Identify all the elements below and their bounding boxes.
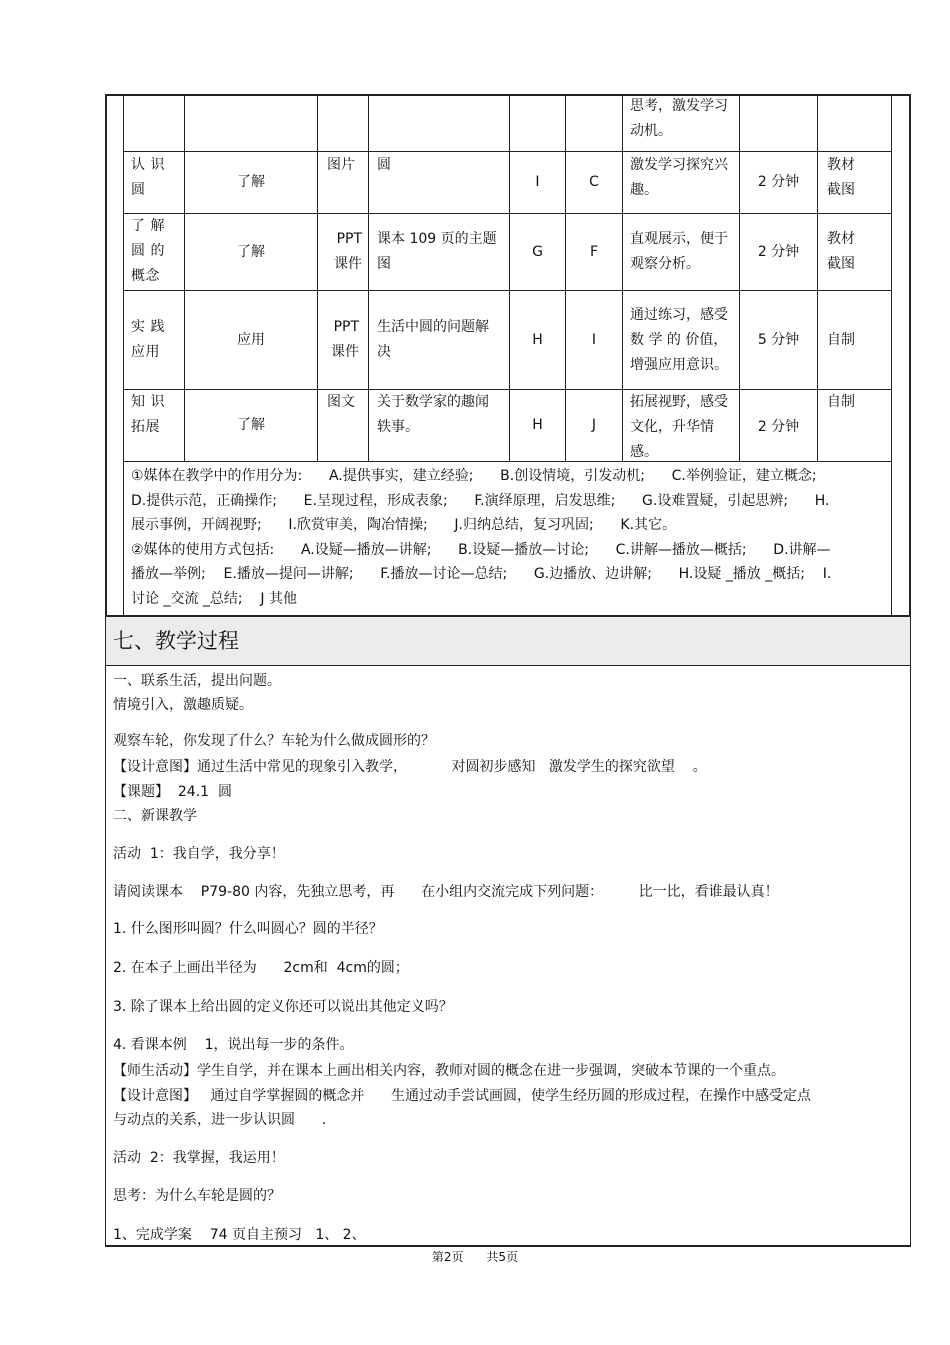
time-label: 2 分钟 — [757, 419, 800, 435]
goal-cell — [185, 152, 317, 213]
source-cell — [827, 153, 867, 211]
usage-label: C — [589, 174, 599, 190]
effect-cell — [630, 214, 734, 290]
note-line: ②媒体的使用方式包括: A.设疑—播放—讲解; B.设疑—播放—讨论; C.讲解—播放—概括; D.讲解— — [131, 541, 831, 558]
usage-cell — [566, 291, 622, 389]
time-cell — [740, 291, 817, 389]
media-notes — [131, 464, 891, 612]
body-line: 思考：为什么车轮是圆的？ — [113, 1188, 281, 1204]
body-line: 1、完成学案 74 页自主预习 1、 2、 — [113, 1227, 366, 1243]
goal-label: 了解 — [237, 243, 265, 260]
source-cell — [827, 214, 867, 290]
usage-cell — [566, 152, 622, 213]
effect-label: 直观展示，便于观察分析。 — [630, 231, 728, 272]
role-cell — [510, 390, 565, 461]
goal-label: 了解 — [237, 174, 265, 190]
link-label: 认 识圆 — [131, 157, 165, 198]
media-content-label: 圆 — [377, 157, 391, 173]
media-type-cell — [327, 390, 367, 460]
role-cell — [510, 152, 565, 213]
link-label: 了 解圆 的概念 — [131, 218, 165, 284]
body-line: 一、联系生活，提出问题。 — [113, 673, 281, 689]
role-label: G — [532, 243, 543, 260]
link-cell — [131, 390, 177, 460]
link-cell — [131, 291, 177, 389]
body-line: 与动点的关系，进一步认识圆 . — [113, 1112, 327, 1128]
body-bottom-border — [105, 1245, 911, 1247]
note-line: 讨论 _交流 _总结; J 其他 — [131, 590, 297, 607]
media-content-label: 课本 109 页的主题图 — [377, 231, 497, 272]
section-title: 七、教学过程 — [113, 629, 239, 653]
usage-cell — [566, 214, 622, 290]
media-type-label: PPT课件 — [334, 231, 362, 272]
goal-cell — [185, 390, 317, 461]
link-label: 实 践应用 — [131, 319, 165, 360]
media-content-cell — [377, 291, 505, 389]
body-line: 活动 2：我掌握，我运用！ — [113, 1150, 285, 1166]
link-cell — [131, 153, 177, 211]
section-header-top-border — [105, 615, 911, 617]
body-right-border — [910, 616, 911, 1246]
inner-right-border — [891, 96, 892, 616]
body-line: 2. 在本子上画出半径为 2cm和 4cm的圆； — [113, 960, 409, 976]
time-label: 5 分钟 — [757, 331, 800, 348]
effect-label: 通过练习，感受 数 学 的 价值，增强应用意识。 — [630, 306, 728, 373]
body-line: 1. 什么图形叫圆？什么叫圆心？圆的半径？ — [113, 921, 383, 937]
body-line: 【师生活动】学生自学，并在课本上画出相关内容，教师对圆的概念在进一步强调，突破本节课的一个重点。 — [113, 1063, 785, 1079]
body-line: 3. 除了课本上给出圆的定义你还可以说出其他定义吗？ — [113, 999, 453, 1015]
role-cell — [510, 214, 565, 290]
source-cell — [827, 291, 867, 389]
body-line: 情境引入，激趣质疑。 — [113, 697, 253, 713]
time-label: 2 分钟 — [757, 174, 800, 190]
usage-label: F — [589, 243, 599, 260]
media-type-label: 图片 — [327, 157, 355, 173]
source-label: 教材截图 — [827, 231, 855, 272]
body-line: 观察车轮，你发现了什么？车轮为什么做成圆形的？ — [113, 733, 435, 749]
body-line: 活动 1：我自学，我分享！ — [113, 846, 285, 862]
effect-cell — [630, 291, 734, 389]
role-label: H — [532, 331, 543, 348]
media-content-cell — [377, 153, 505, 211]
source-cell — [827, 390, 867, 460]
outer-right-border — [909, 94, 911, 616]
time-cell — [740, 392, 817, 463]
media-type-cell — [325, 291, 365, 389]
source-label: 自制 — [827, 394, 855, 410]
media-content-cell — [377, 390, 505, 460]
role-label: H — [532, 417, 543, 433]
link-cell — [131, 214, 177, 289]
source-label: 教材截图 — [827, 157, 855, 198]
body-left-border — [105, 616, 106, 1246]
usage-cell — [566, 390, 622, 461]
usage-label: J — [591, 417, 597, 433]
note-line: ①媒体在教学中的作用分为: A.提供事实，建立经验; B.创设情境，引发动机; C.举例验证，建立概念; — [131, 468, 817, 484]
outer-left-border — [105, 94, 107, 616]
body-line: 【课题】 24.1 圆 — [113, 784, 232, 800]
page-footer: 第2页 共5页 — [431, 1250, 519, 1264]
body-line: 二、新课教学 — [113, 808, 197, 824]
effect-cell — [630, 390, 734, 460]
time-cell — [740, 152, 817, 213]
time-cell — [740, 214, 817, 290]
body-line: 【设计意图】通过生活中常见的现象引入教学， 对圆初步感知 激发学生的探究欲望 。 — [113, 759, 707, 775]
media-type-label: PPT课件 — [331, 319, 359, 360]
body-line: 请阅读课本 P79-80 内容，先独立思考，再 在小组内交流完成下列问题： 比一比，看谁最认真！ — [113, 884, 779, 900]
media-type-cell — [325, 214, 365, 290]
goal-cell — [185, 291, 317, 389]
media-type-cell — [327, 153, 367, 211]
time-label: 2 分钟 — [757, 243, 800, 260]
effect-label: 拓展视野，感受文化，升华情感。 — [630, 394, 728, 460]
body-line: 【设计意图】 通过自学掌握圆的概念并 生通过动手尝试画圆，使学生经历圆的形成过程，在操作中感受定点 — [113, 1088, 812, 1104]
table-top-border — [105, 94, 911, 96]
role-cell — [510, 291, 565, 389]
goal-label: 了解 — [237, 417, 265, 433]
table-row — [630, 94, 734, 150]
effect-cell: 思考，激发学习动机。 — [630, 98, 728, 139]
note-line: D.提供示范，正确操作; E.呈现过程，形成表象; F.演绎原理，启发思维; G.设难置疑，引起思辨; H. — [131, 492, 830, 509]
goal-label: 应用 — [237, 331, 265, 348]
link-label: 知 识拓展 — [131, 394, 165, 435]
goal-cell — [185, 214, 317, 290]
effect-cell — [630, 153, 734, 211]
note-line: 展示事例，开阔视野; I.欣赏审美，陶冶情操; J.归纳总结，复习巩固; K.其它。 — [131, 517, 677, 534]
effect-label: 激发学习探究兴趣。 — [630, 157, 728, 198]
inner-left-border — [123, 96, 124, 616]
media-content-label: 生活中圆的问题解决 — [377, 319, 489, 360]
note-line: 播放—举例; E.播放—提问—讲解; F.播放—讨论—总结; G.边播放、边讲解; H.设疑 _播放 _概括; I. — [131, 566, 832, 583]
role-label: I — [535, 174, 540, 190]
usage-label: I — [591, 331, 597, 348]
media-type-label: 图文 — [327, 394, 355, 410]
section-header-bottom-border — [105, 665, 911, 666]
media-content-label: 关于数学家的趣闻轶事。 — [377, 394, 489, 435]
media-content-cell — [377, 214, 505, 290]
source-label: 自制 — [827, 331, 855, 348]
body-line: 4. 看课本例 1，说出每一步的条件。 — [113, 1037, 354, 1053]
